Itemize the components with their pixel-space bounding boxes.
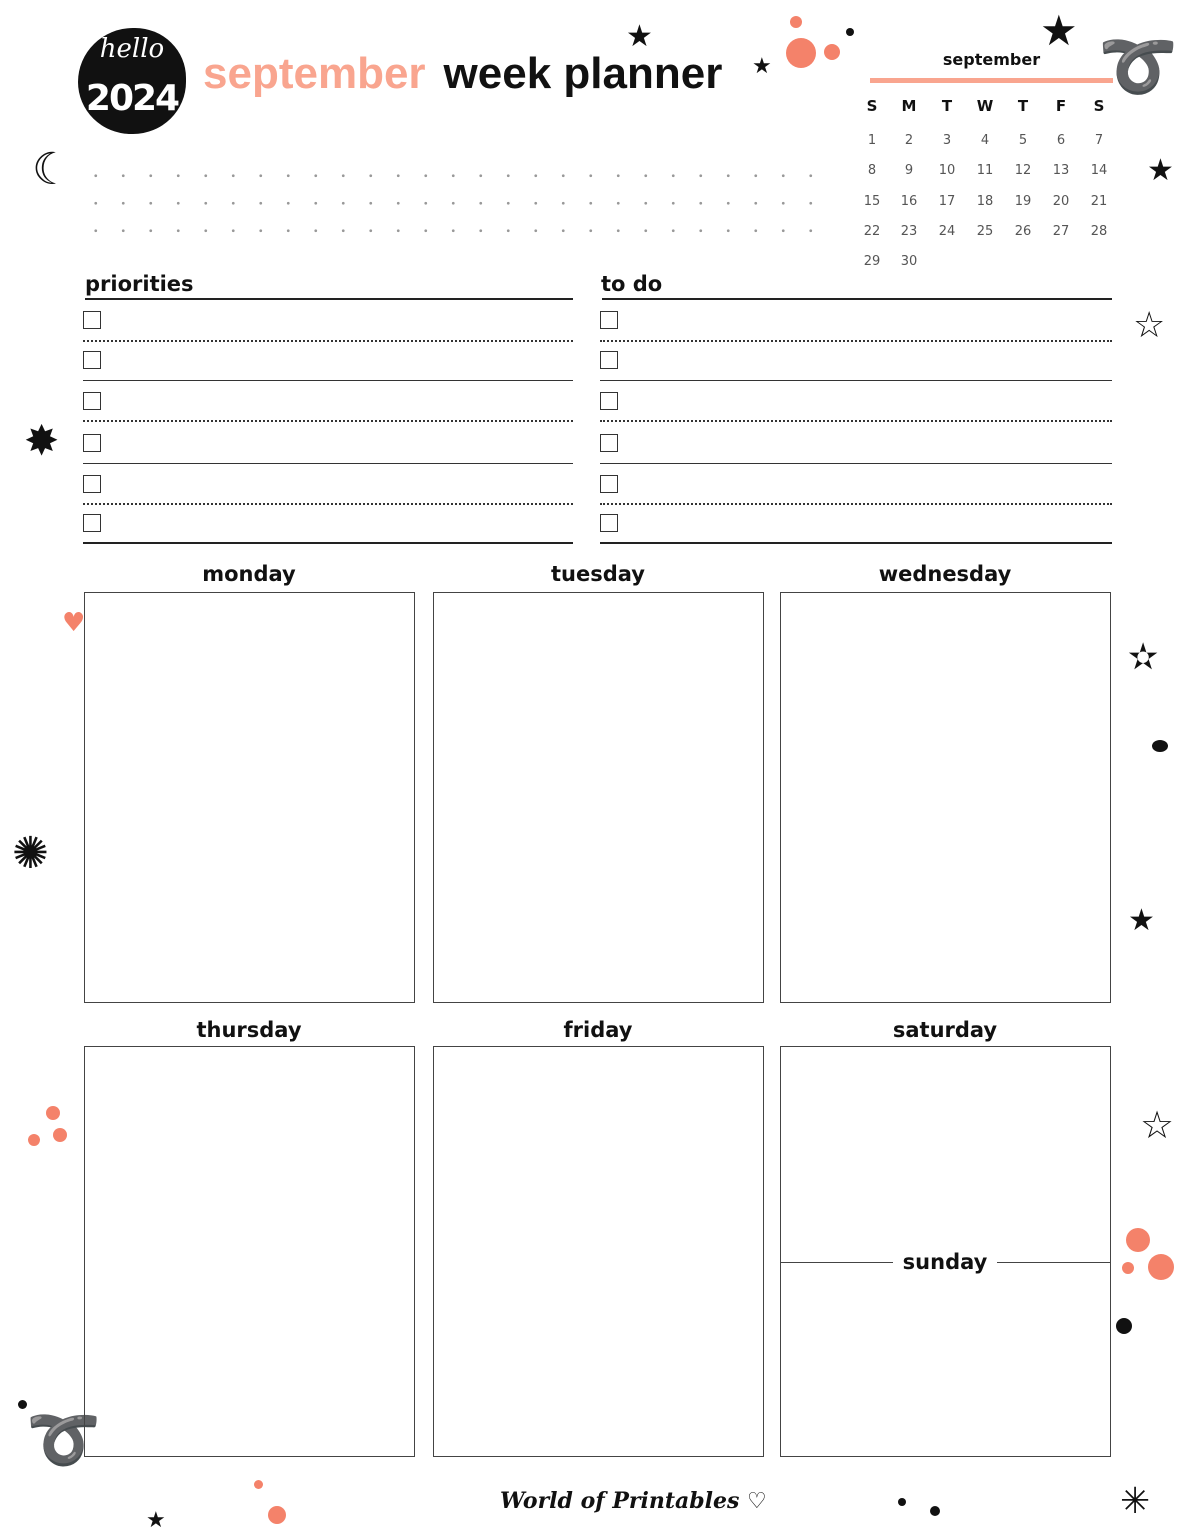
priorities-line — [83, 380, 573, 381]
todo-line — [600, 463, 1112, 464]
day-label-monday: monday — [202, 562, 296, 586]
dot-decoration — [846, 28, 854, 36]
calendar-weekday: W — [976, 97, 994, 115]
title-month: september — [203, 49, 426, 98]
calendar-day[interactable]: 16 — [900, 194, 918, 209]
priorities-line — [83, 463, 573, 464]
calendar-day[interactable]: 13 — [1052, 163, 1070, 178]
priorities-line — [83, 503, 573, 505]
dot-decoration — [1148, 1254, 1174, 1280]
dot-decoration — [790, 16, 802, 28]
star-icon: ★ — [1128, 903, 1155, 938]
star-outline-icon: ☆ — [1140, 1103, 1175, 1147]
calendar-day[interactable]: 28 — [1090, 224, 1108, 239]
priorities-line — [83, 420, 573, 422]
brand-footer: World of Printables ♡ — [500, 1488, 767, 1514]
star-outline-icon: ☆ — [1133, 305, 1166, 346]
calendar-weekday: T — [1017, 97, 1029, 115]
todo-checkbox[interactable] — [600, 434, 618, 452]
title-week-planner: week planner — [443, 49, 723, 98]
calendar-day[interactable]: 1 — [867, 133, 877, 148]
dot-decoration — [824, 44, 840, 60]
star-icon: ★ — [1040, 6, 1078, 55]
priorities-checkbox[interactable] — [83, 514, 101, 532]
day-box-friday[interactable] — [433, 1046, 764, 1457]
priorities-checkbox[interactable] — [83, 434, 101, 452]
todo-checkbox[interactable] — [600, 475, 618, 493]
star-icon: ★ — [626, 19, 653, 54]
calendar-day[interactable]: 18 — [976, 194, 994, 209]
calendar-day[interactable]: 29 — [863, 254, 881, 269]
calendar-day[interactable]: 10 — [938, 163, 956, 178]
day-label-friday: friday — [563, 1018, 633, 1042]
todo-header-line — [602, 298, 1112, 300]
star-icon: ★ — [1147, 153, 1174, 188]
dot-decoration — [53, 1128, 67, 1142]
calendar-day[interactable]: 26 — [1014, 224, 1032, 239]
calendar-weekday: T — [941, 97, 953, 115]
todo-checkbox[interactable] — [600, 514, 618, 532]
star-outline-icon: ✫ — [1128, 637, 1159, 678]
calendar-day[interactable]: 24 — [938, 224, 956, 239]
priorities-checkbox[interactable] — [83, 475, 101, 493]
todo-checkbox[interactable] — [600, 351, 618, 369]
calendar-day[interactable]: 5 — [1018, 133, 1028, 148]
calendar-day[interactable]: 20 — [1052, 194, 1070, 209]
dot-grid-notes — [82, 162, 832, 254]
dot-decoration — [930, 1506, 940, 1516]
todo-checkbox[interactable] — [600, 311, 618, 329]
todo-line — [600, 380, 1112, 381]
calendar-day[interactable]: 9 — [904, 163, 914, 178]
calendar-weekday: S — [866, 97, 878, 115]
logo-text-year: 2024 — [85, 78, 179, 119]
priorities-line — [83, 340, 573, 342]
priorities-checkbox[interactable] — [83, 351, 101, 369]
swirl-icon: ➰ — [26, 1405, 101, 1475]
day-box-monday[interactable] — [84, 592, 415, 1003]
moon-icon: ☾ — [32, 144, 72, 195]
dot-decoration — [1152, 740, 1168, 752]
priorities-checkbox[interactable] — [83, 392, 101, 410]
priorities-title: priorities — [85, 272, 194, 296]
calendar-day[interactable]: 21 — [1090, 194, 1108, 209]
calendar-weekday: M — [901, 97, 917, 115]
todo-line — [600, 503, 1112, 505]
calendar-day[interactable]: 4 — [980, 133, 990, 148]
priorities-header-line — [85, 298, 573, 300]
dot-decoration — [18, 1400, 27, 1409]
calendar-day[interactable]: 15 — [863, 194, 881, 209]
calendar-day[interactable]: 14 — [1090, 163, 1108, 178]
star-burst-icon: ✺ — [12, 828, 49, 879]
dot-decoration — [1126, 1228, 1150, 1252]
calendar-day[interactable]: 3 — [942, 133, 952, 148]
day-label-sunday: sunday — [902, 1250, 988, 1274]
todo-line — [600, 340, 1112, 342]
hello-2024-logo — [78, 28, 186, 134]
calendar-day[interactable]: 30 — [900, 254, 918, 269]
priorities-checkbox[interactable] — [83, 311, 101, 329]
calendar-day[interactable]: 11 — [976, 163, 994, 178]
day-box-saturday[interactable] — [780, 1046, 1111, 1457]
calendar-weekday: S — [1093, 97, 1105, 115]
page-title — [203, 50, 722, 98]
dot-decoration — [46, 1106, 60, 1120]
day-box-thursday[interactable] — [84, 1046, 415, 1457]
star-burst-icon: ✸ — [24, 416, 60, 465]
todo-line — [600, 420, 1112, 422]
star-icon: ★ — [146, 1508, 166, 1533]
dot-decoration — [28, 1134, 40, 1146]
todo-checkbox[interactable] — [600, 392, 618, 410]
calendar-day[interactable]: 27 — [1052, 224, 1070, 239]
day-label-thursday: thursday — [196, 1018, 302, 1042]
dot-decoration — [898, 1498, 906, 1506]
calendar-day[interactable]: 19 — [1014, 194, 1032, 209]
calendar-day[interactable]: 22 — [863, 224, 881, 239]
dot-decoration — [1116, 1318, 1132, 1334]
swirl-icon: ➰ — [1098, 30, 1178, 104]
calendar-day[interactable]: 2 — [904, 133, 914, 148]
day-label-saturday: saturday — [892, 1018, 998, 1042]
calendar-day[interactable]: 6 — [1056, 133, 1066, 148]
dot-decoration — [268, 1506, 286, 1524]
todo-line — [600, 542, 1112, 544]
calendar-weekday: F — [1055, 97, 1067, 115]
mini-calendar-title: september — [942, 50, 1041, 69]
heart-icon: ♥ — [62, 608, 86, 638]
todo-title: to do — [601, 272, 663, 296]
day-box-tuesday[interactable] — [433, 592, 764, 1003]
calendar-day[interactable]: 7 — [1094, 133, 1104, 148]
calendar-day[interactable]: 23 — [900, 224, 918, 239]
calendar-day[interactable]: 25 — [976, 224, 994, 239]
star-icon: ★ — [752, 54, 772, 79]
logo-text-hello: hello — [99, 34, 165, 64]
calendar-day[interactable]: 12 — [1014, 163, 1032, 178]
dot-decoration — [254, 1480, 263, 1489]
priorities-line — [83, 542, 573, 544]
dot-decoration — [1122, 1262, 1134, 1274]
day-box-wednesday[interactable] — [780, 592, 1111, 1003]
day-label-wednesday: wednesday — [878, 562, 1012, 586]
calendar-day[interactable]: 8 — [867, 163, 877, 178]
calendar-day[interactable]: 17 — [938, 194, 956, 209]
star-burst-icon: ✳ — [1120, 1481, 1151, 1522]
dot-decoration — [786, 38, 816, 68]
mini-calendar-divider — [870, 78, 1113, 83]
day-label-tuesday: tuesday — [551, 562, 645, 586]
